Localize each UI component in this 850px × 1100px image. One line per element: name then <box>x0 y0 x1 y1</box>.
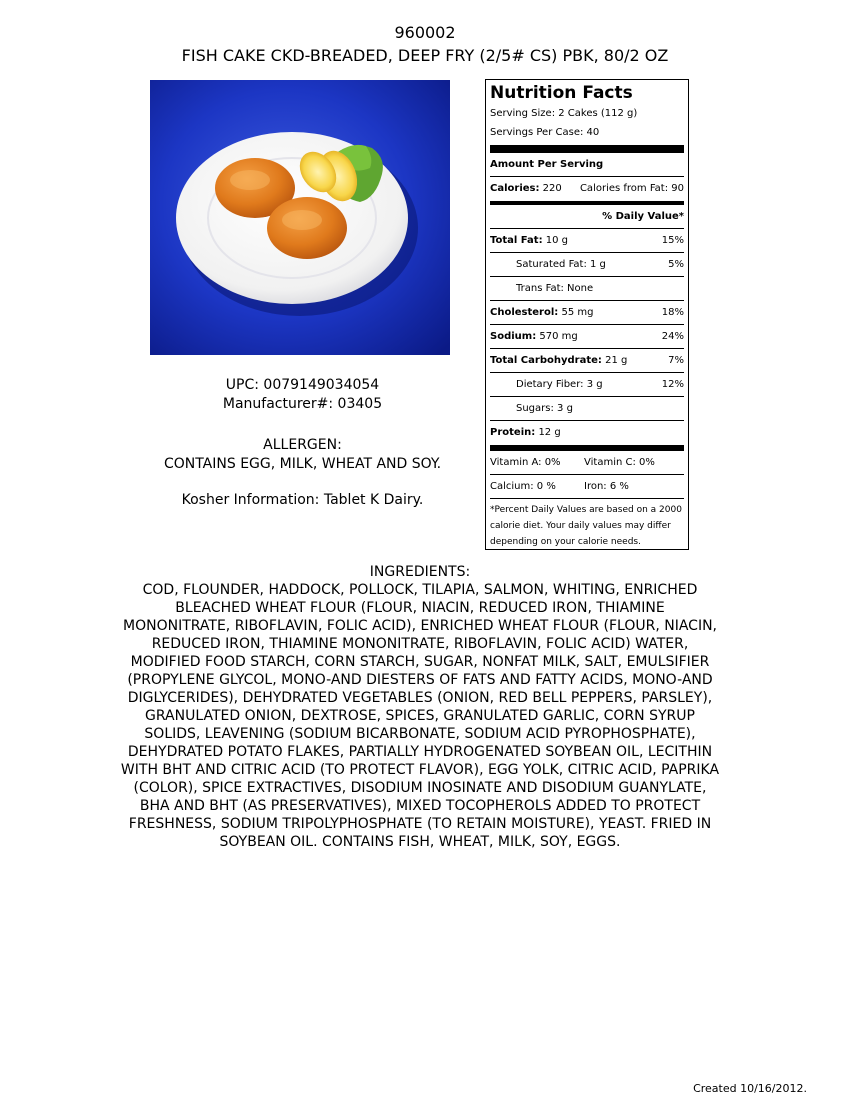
allergen-heading: ALLERGEN: <box>263 437 342 453</box>
nutrient-daily-value: 15% <box>661 235 684 246</box>
nutrition-facts-panel <box>485 79 689 550</box>
iron: Iron: 6 % <box>584 481 629 492</box>
nutrition-divider-thick <box>490 145 684 153</box>
nutrient-daily-value: 18% <box>661 307 684 318</box>
vitamin-a: Vitamin A: 0% <box>490 457 561 468</box>
nutrient-name: Saturated Fat: <box>516 259 587 270</box>
nutrient-row-protein <box>490 421 684 445</box>
nutrient-name: Trans Fat: <box>516 283 564 294</box>
nutrient-name: Protein: <box>490 427 536 438</box>
kosher-info: Kosher Information: Tablet K Dairy. <box>181 492 424 508</box>
nutrient-row-dietary-fiber <box>490 373 684 397</box>
nutrient-name: Dietary Fiber: <box>516 379 584 390</box>
nutrient-name: Sodium: <box>490 331 537 342</box>
nutrient-amount: 12 g <box>538 427 561 438</box>
nutrient-amount: 1 g <box>590 259 606 270</box>
nutrient-daily-value: 5% <box>668 259 684 270</box>
allergen-text: CONTAINS EGG, MILK, WHEAT AND SOY. <box>163 456 442 472</box>
minerals-row <box>490 475 684 499</box>
nutrient-row-total-carbohydrate <box>490 349 684 373</box>
nutrient-amount: 21 g <box>605 355 628 366</box>
nutrient-daily-value: 24% <box>661 331 684 342</box>
ingredients-heading: INGREDIENTS: <box>369 564 471 580</box>
nutrient-daily-value: 7% <box>668 355 684 366</box>
nutrient-row-trans-fat <box>490 277 684 301</box>
nutrient-row-cholesterol <box>490 301 684 325</box>
product-title: FISH CAKE CKD-BREADED, DEEP FRY (2/5# CS) PBK, 80/2 OZ <box>181 46 669 65</box>
vitamins-row <box>490 451 684 475</box>
servings-per-case: Servings Per Case: 40 <box>490 127 600 138</box>
nutrient-amount: None <box>567 283 594 294</box>
calories-label: Calories: <box>490 183 540 194</box>
nutrient-name: Cholesterol: <box>490 307 559 318</box>
nutrient-row-total-fat <box>490 229 684 253</box>
daily-value-heading: % Daily Value* <box>490 205 684 229</box>
manufacturer-number: Manufacturer#: 03405 <box>222 396 383 412</box>
nutrient-amount: 570 mg <box>539 331 578 342</box>
vitamin-c: Vitamin C: 0% <box>584 457 655 468</box>
allergen-info <box>130 436 475 474</box>
product-code: 960002 <box>394 23 456 42</box>
ingredients-text: COD, FLOUNDER, HADDOCK, POLLOCK, TILAPIA, SALMON, WHITING, ENRICHED BLEACHED WHEAT FLOUR (FLOUR, NIACIN, REDUCED IRON, THIAMINE MONONITRATE, RIBOFLAVIN, FOLIC ACID), ENRICHED WHEAT FLOUR (FLOUR, NIACIN, REDUCED IRON, THIAMINE MONONITRATE, RIBOFLAVIN, FOLIC ACID) WATER, MODIFIED FOOD STARCH, CORN STARCH, SUGAR, NONFAT MILK, SALT, EMULSIFIER (PROPYLENE GLYCOL, MONO-AND DIESTERS OF FATS AND FATTY ACIDS, MONO-AND DIGLYCERIDES), DEHYDRATED VEGETABLES (ONION, RED BELL PEPPERS, PARSLEY), GRANULATED ONION, DEXTROSE, SPICES, GRANULATED GARLIC, CORN SYRUP SOLIDS, LEAVENING (SODIUM BICARBONATE, SODIUM ACID PYROPHOSPHATE), DEHYDRATED POTATO FLAKES, PARTIALLY HYDROGENATED SOYBEAN OIL, LECITHIN WITH BHT AND CITRIC ACID (TO PROTECT FLAVOR), EGG YOLK, CITRIC ACID, PAPRIKA (COLOR), SPICE EXTRACTIVES, DISODIUM INOSINATE AND DISODIUM GUANYLATE, BHA AND BHT (AS PRESERVATIVES), MIXED TOCOPHEROLS ADDED TO PROTECT FRESHNESS, SODIUM TRIPOLYPHOSPHATE (TO RETAIN MOISTURE), YEAST. FRIED IN SOYBEAN OIL. CONTAINS FISH, WHEAT, MILK, SOY, EGGS. <box>120 582 720 850</box>
product-identifiers <box>130 376 475 414</box>
nutrient-row-saturated-fat <box>490 253 684 277</box>
page-header <box>0 22 850 68</box>
upc-code: UPC: 0079149034054 <box>225 377 380 393</box>
nutrition-title: Nutrition Facts <box>490 83 633 103</box>
nutrient-name: Total Fat: <box>490 235 543 246</box>
nutrient-row-sodium <box>490 325 684 349</box>
nutrient-amount: 55 mg <box>561 307 594 318</box>
calories-row <box>490 177 684 201</box>
serving-size: Serving Size: 2 Cakes (112 g) <box>490 108 638 119</box>
calories-from-fat: Calories from Fat: 90 <box>579 183 684 194</box>
nutrient-amount: 3 g <box>586 379 603 390</box>
calories-value: 220 <box>542 183 562 194</box>
daily-value-footnote: *Percent Daily Values are based on a 2000 calorie diet. Your daily values may differ depending on your calorie needs. <box>490 505 682 547</box>
nutrient-row-sugars <box>490 397 684 421</box>
amount-per-serving: Amount Per Serving <box>490 153 684 177</box>
product-photo <box>150 80 450 355</box>
calcium: Calcium: 0 % <box>490 481 556 492</box>
nutrient-amount: 3 g <box>557 403 573 414</box>
ingredients-section <box>120 563 720 851</box>
created-date: Created 10/16/2012. <box>693 1082 807 1095</box>
nutrient-amount: 10 g <box>545 235 569 246</box>
nutrient-name: Total Carbohydrate: <box>490 355 602 366</box>
nutrient-daily-value: 12% <box>661 379 684 390</box>
nutrient-name: Sugars: <box>516 403 554 414</box>
